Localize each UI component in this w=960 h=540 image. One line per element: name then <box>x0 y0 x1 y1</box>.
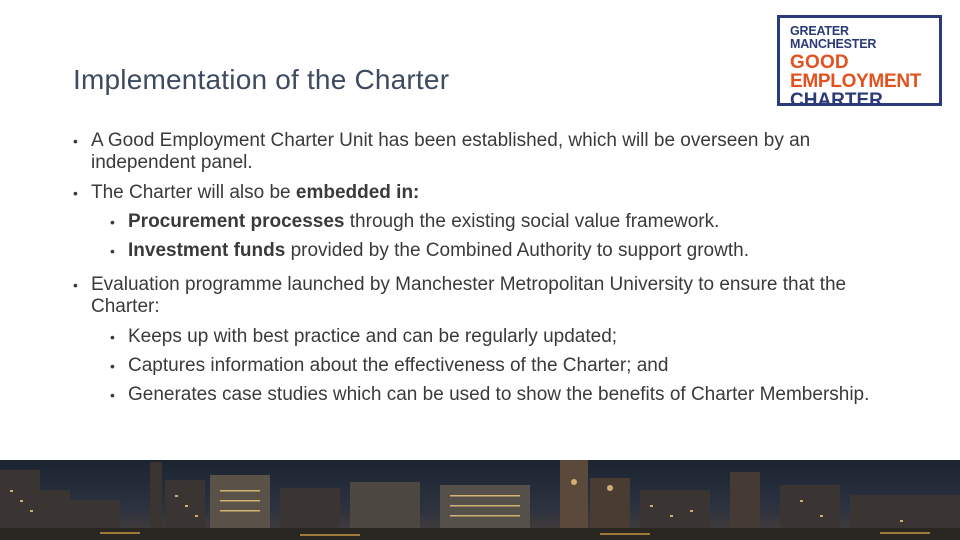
logo-line-employment: EMPLOYMENT <box>790 71 922 92</box>
sub-bullet-case-studies <box>73 384 873 406</box>
sub-bullet-procurement <box>73 211 913 233</box>
sub-bullet-investment <box>73 240 913 262</box>
sub-bullet-text: provided by the Combined Authority to support growth. <box>285 240 749 261</box>
sub-bullet-text: Captures information about the effectiveness of the Charter; and <box>128 355 669 376</box>
bullet-evaluation <box>73 274 903 318</box>
good-employment-charter-logo <box>777 15 942 111</box>
sub-bullet-text: Generates case studies which can be used to show the benefits of Charter Membership. <box>128 384 870 405</box>
bullet-text-prefix: The Charter will also be <box>91 182 296 203</box>
city-skyline-image <box>0 460 960 540</box>
sub-bullet-text: through the existing social value framework. <box>344 211 720 232</box>
sub-bullet-effectiveness <box>73 355 913 377</box>
bullet-list <box>73 130 913 406</box>
bullet-embedded-in <box>73 182 913 204</box>
bullet-text-bold: embedded in: <box>295 182 420 203</box>
bullet-text: Evaluation programme launched by Manchester Metropolitan University to ensure that the Charter: <box>91 274 847 317</box>
logo-line-charter: CHARTER <box>790 90 883 111</box>
logo-line-greater-manchester: GREATER MANCHESTER <box>790 24 877 51</box>
bullet-text: A Good Employment Charter Unit has been established, which will be overseen by an independent panel. <box>91 130 811 173</box>
sub-bullet-bold: Investment funds <box>128 240 286 261</box>
sub-bullet-text: Keeps up with best practice and can be regularly updated; <box>128 326 618 347</box>
slide-title: Implementation of the Charter <box>73 64 450 95</box>
sub-bullet-best-practice <box>73 326 913 348</box>
bullet-charter-unit <box>73 130 903 174</box>
sub-bullet-bold: Procurement processes <box>128 211 345 232</box>
logo-line-good: GOOD <box>790 52 849 73</box>
skyline-illustration <box>0 460 960 540</box>
